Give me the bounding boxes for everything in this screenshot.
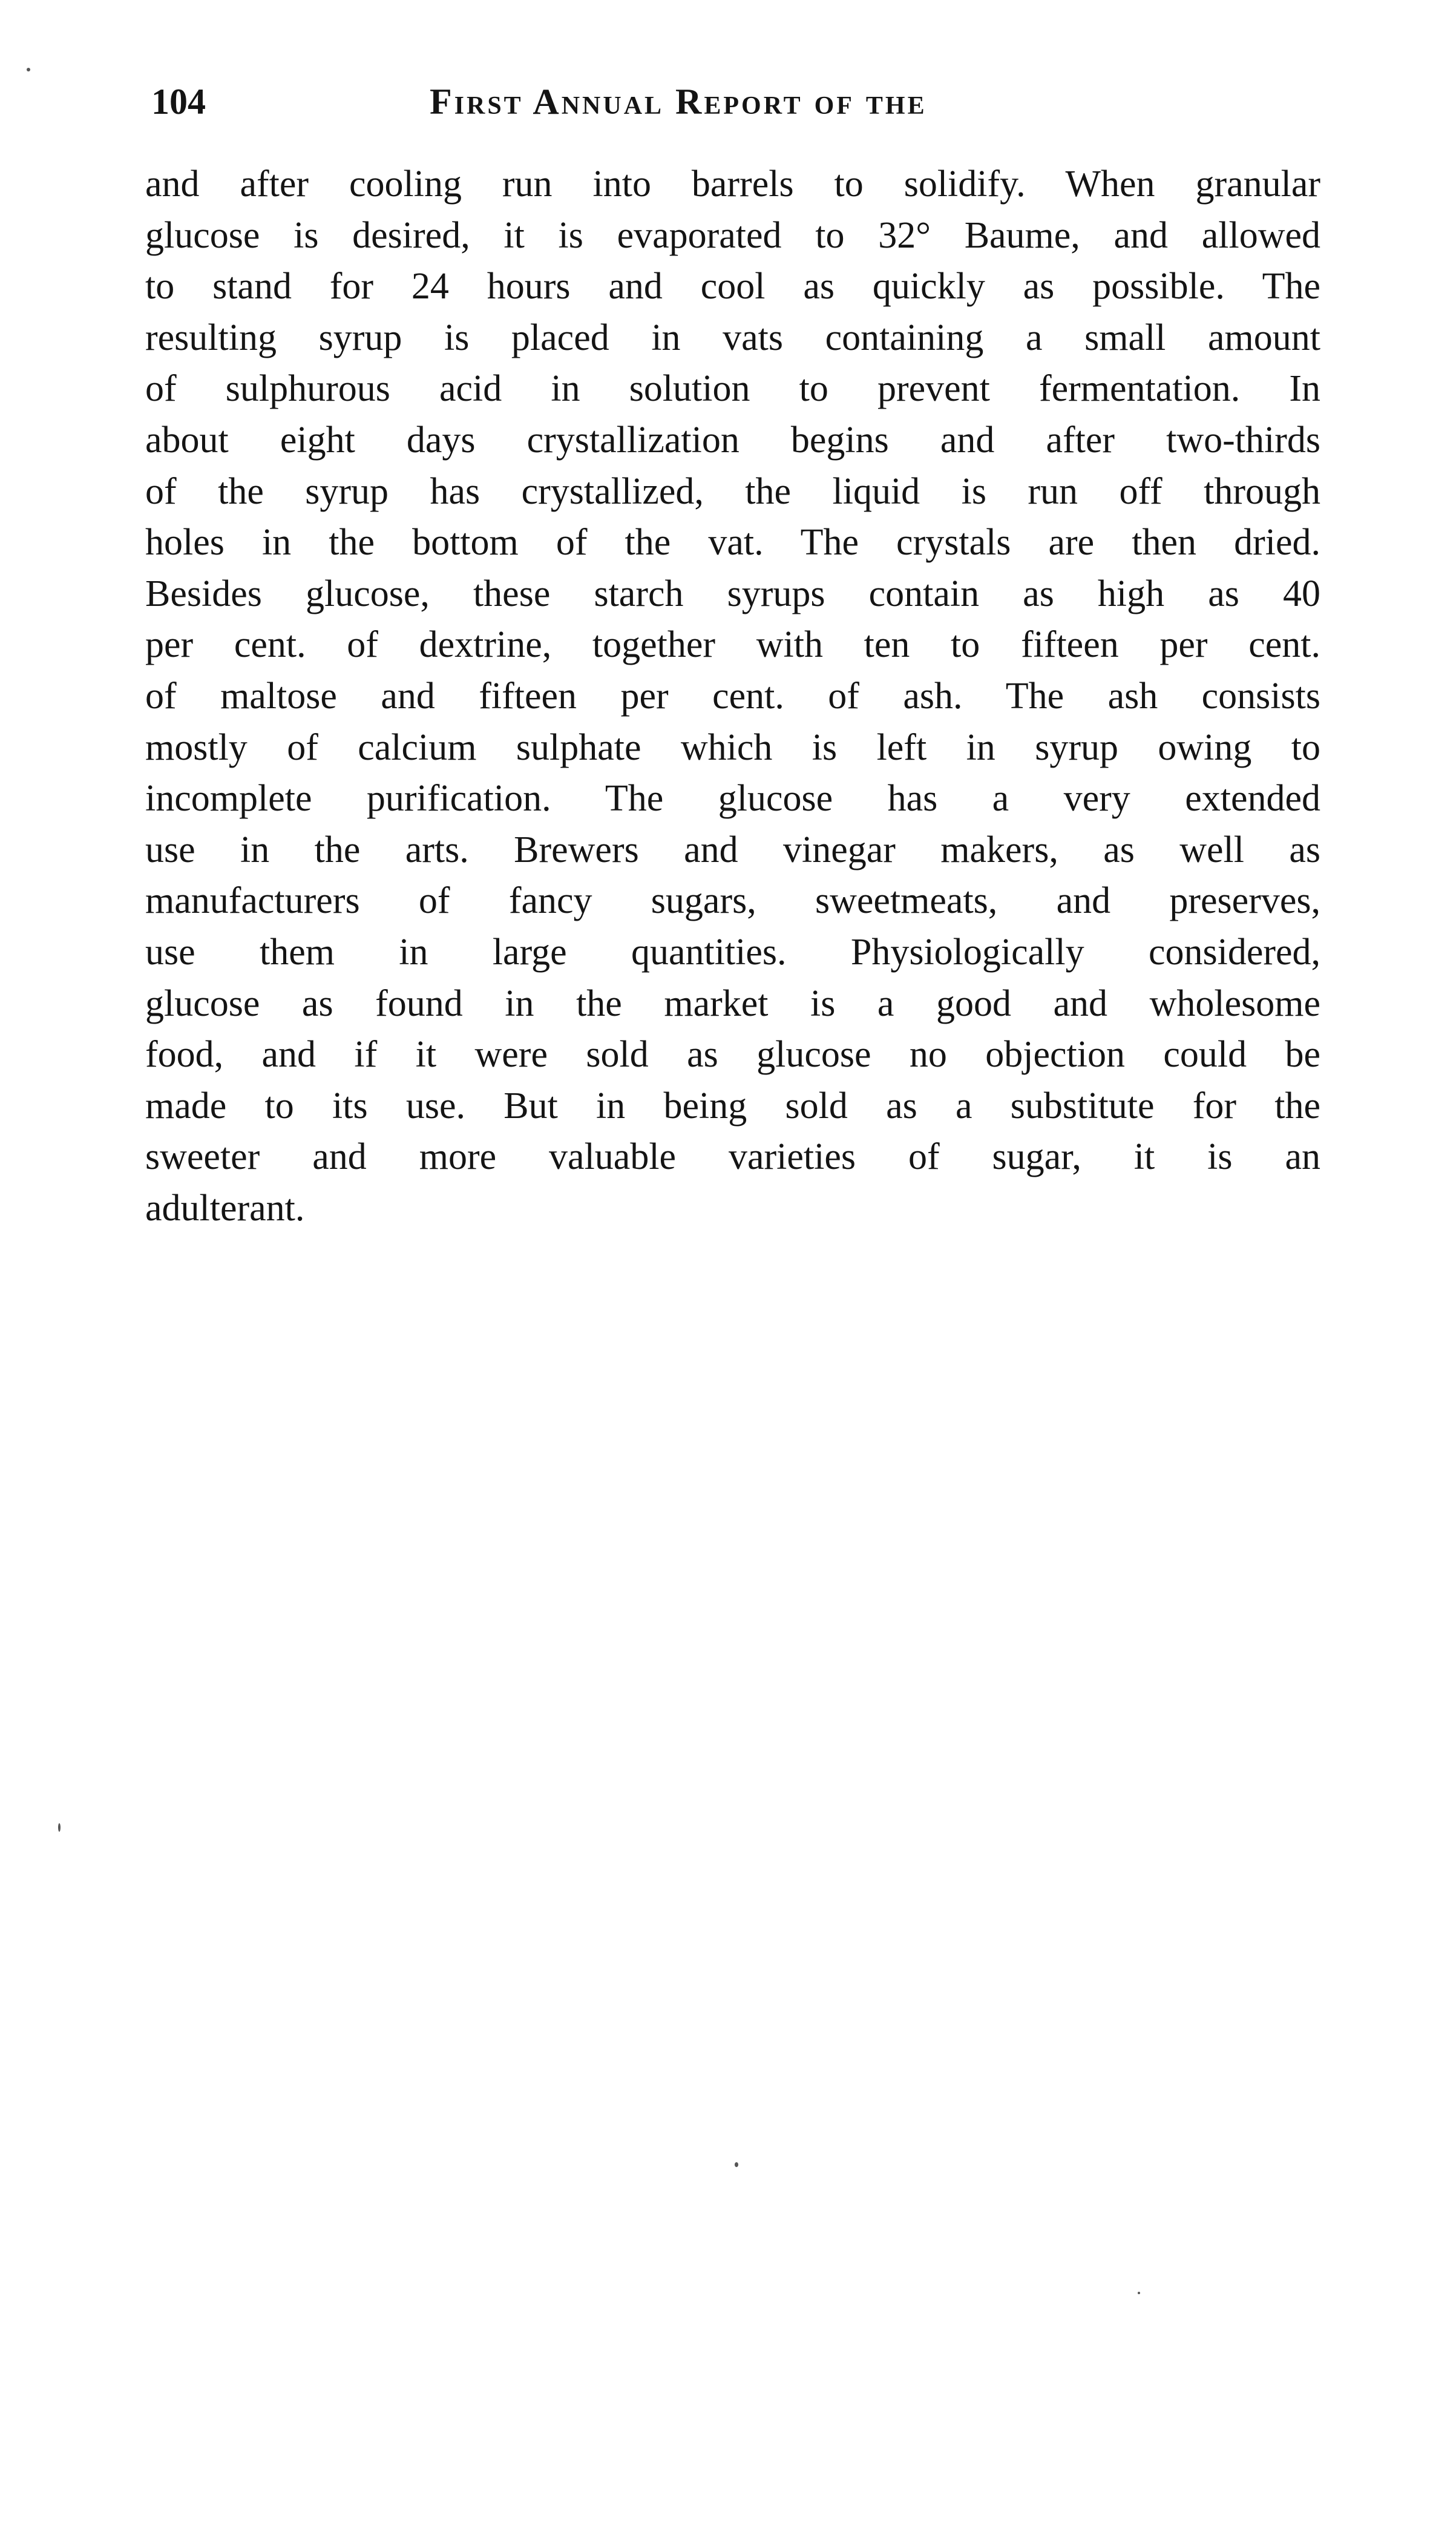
text-line: use them in large quantities. Physiologically considered, xyxy=(145,931,1320,973)
paper-speck xyxy=(1138,2292,1140,2294)
paper-speck xyxy=(27,68,30,71)
text-line: holes in the bottom of the vat. The crystals are then dried. xyxy=(145,522,1320,564)
text-line: mostly of calcium sulphate which is left in syrup owing to xyxy=(145,726,1320,768)
text-line: of maltose and fifteen per cent. of ash. The ash consists xyxy=(145,675,1320,717)
text-line: about eight days crystallization begins and after two-thirds xyxy=(145,419,1320,461)
text-line: Besides glucose, these starch syrups contain as high as 40 xyxy=(145,573,1320,614)
text-line: glucose is desired, it is evaporated to 32° Baume, and allowed xyxy=(145,214,1320,256)
text-line: per cent. of dextrine, together with ten to fifteen per cent. xyxy=(145,624,1320,666)
text-line: made to its use. But in being sold as a substitute for the xyxy=(145,1085,1320,1127)
text-line: food, and if it were sold as glucose no objection could be xyxy=(145,1034,1320,1076)
text-line: and after cooling run into barrels to solidify. When granular xyxy=(145,163,1320,205)
running-head: First Annual Report of the xyxy=(430,82,927,122)
text-line: of sulphurous acid in solution to prevent fermentation. In xyxy=(145,368,1320,410)
text-line: adulterant. xyxy=(145,1187,305,1229)
text-line: of the syrup has crystallized, the liquid is run off through xyxy=(145,470,1320,512)
text-line: incomplete purification. The glucose has a very extended xyxy=(145,778,1320,820)
text-line: glucose as found in the market is a good and wholesome xyxy=(145,982,1320,1024)
text-line: manufacturers of fancy sugars, sweetmeats, and preserves, xyxy=(145,880,1320,922)
page-number: 104 xyxy=(151,82,206,122)
page-header xyxy=(151,77,1313,126)
text-line: use in the arts. Brewers and vinegar makers, as well as xyxy=(145,829,1320,870)
text-line: resulting syrup is placed in vats containing a small amount xyxy=(145,317,1320,358)
text-line: to stand for 24 hours and cool as quickly as possible. The xyxy=(145,266,1320,308)
body-paragraph xyxy=(145,159,1320,1234)
paper-speck xyxy=(735,2162,738,2167)
paper-speck xyxy=(58,1823,61,1832)
text-line: sweeter and more valuable varieties of sugar, it is an xyxy=(145,1136,1320,1178)
